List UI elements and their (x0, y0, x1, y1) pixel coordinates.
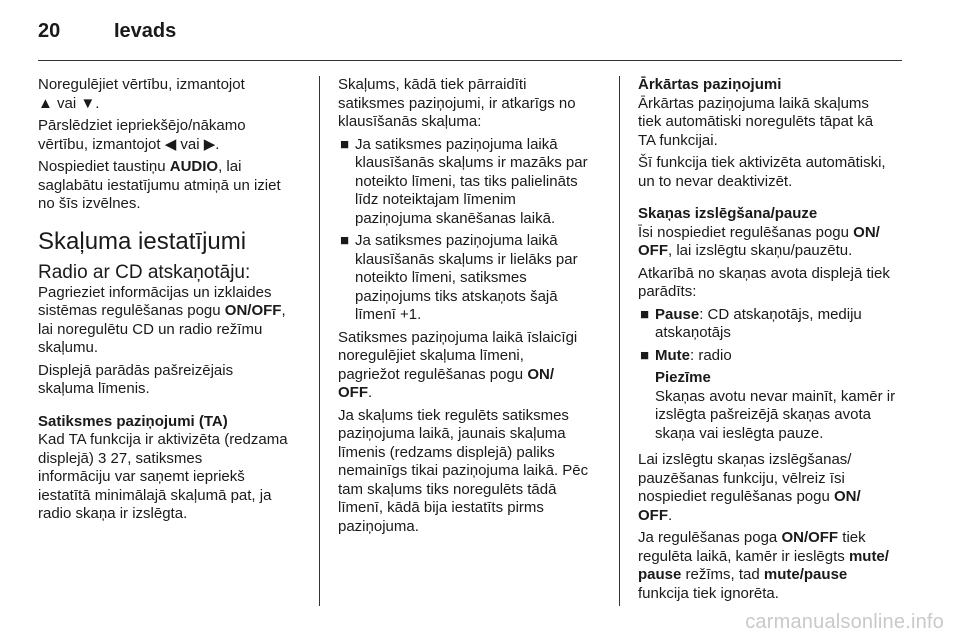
paragraph: Ja skaļums tiek regulēts satiksmes paziņojuma laikā, jaunais skaļuma līmenis (redzams displejā) paliks nemainīgs tikai paziņojuma laikā. Pēc tam skaļums tiks noregulēts tādā līmenī, kādā bija iestatīts pirms paziņojuma. (338, 406, 589, 535)
paragraph: Īsi nospiediet regulēšanas pogu ON/ OFF, lai izslēgtu skaņu/pauzētu. (638, 223, 880, 259)
list-item: ■ Pause: CD atskaņotājs, mediju atskaņotājs (640, 305, 862, 341)
paragraph: Ārkārtas paziņojuma laikā skaļums tiek automātiski noregulēts tāpat kā TA funkcijai. (638, 94, 874, 149)
paragraph: Šī funkcija tiek aktivizēta automātiski, un to nevar deaktivizēt. (638, 154, 886, 190)
page-number: 20 (38, 20, 61, 42)
note-title: Piezīme (655, 369, 711, 386)
column-divider-2 (619, 76, 620, 606)
paragraph: Ja regulēšanas poga ON/OFF tiek regulēta laikā, kamēr ir ieslēgts mute/ pause režīms, tad mute/pause funkcija tiek ignorēta. (638, 529, 889, 602)
paragraph: Skaļums, kādā tiek pārraidīti satiksmes paziņojumi, ir atkarīgs no klausīšanās skaļuma: (338, 76, 576, 130)
bullet-icon: ■ (640, 305, 650, 323)
list-item: ■ Ja satiksmes paziņojuma laikā klausīšanās skaļums ir lielāks par noteikto līmeni, satiksmes paziņojums tiks atskaņots šajā līmenī +1. (340, 232, 578, 323)
column-1 (38, 76, 310, 528)
bullet-icon: ■ (340, 135, 350, 153)
topic-heading: Ārkārtas paziņojumi (638, 76, 782, 93)
column-divider-1 (319, 76, 320, 606)
section-heading: Skaļuma iestatījumi (38, 227, 247, 255)
column-2 (338, 76, 610, 540)
paragraph: Pārslēdziet iepriekšējo/nākamo vērtību, izmantojot ◀ vai ▶. (38, 117, 246, 153)
note-box: Piezīme Skaņas avotu nevar mainīt, kamēr ir izslēgta pašreizējā skaņas avota skaņa vai ieslēgta pauze. (638, 369, 906, 443)
paragraph: Lai izslēgtu skaņas izslēgšanas/ pauzēšanas funkciju, vēlreiz īsi nospiediet regulēšanas pogu ON/ OFF. (638, 451, 861, 524)
paragraph: Atkarībā no skaņas avota displejā tiek parādīts: (638, 264, 890, 300)
list-item: ■ Mute: radio (640, 346, 732, 364)
paragraph: Satiksmes paziņojuma laikā īslaicīgi noregulējiet skaļuma līmeni, pagriežot regulēšanas pogu ON/ OFF. (338, 328, 578, 401)
header-rule (38, 60, 902, 61)
page-reference-icon[interactable]: 3 (98, 449, 107, 467)
topic-heading: Satiksmes paziņojumi (TA) (38, 412, 228, 430)
column-3 (638, 76, 906, 607)
list-item: ■ Ja satiksmes paziņojuma laikā klausīšanās skaļums ir mazāks par noteikto līmeni, tas tiks palielināts līdz noteiktajam līmenim paziņojuma skanēšanas laikā. (340, 135, 588, 227)
paragraph: Nospiediet taustiņu AUDIO, lai saglabātu iestatījumu atmiņā un iziet no šīs izvēlnes. (38, 158, 281, 212)
paragraph: Pagrieziet informācijas un izklaides sistēmas regulēšanas pogu ON/OFF, lai noregulētu CD un radio režīmu skaļumu. (38, 283, 286, 356)
paragraph: Displejā parādās pašreizējais skaļuma līmenis. (38, 361, 234, 397)
topic-heading: Skaņas izslēgšana/pauze (638, 205, 818, 222)
watermark: carmanualsonline.info (745, 611, 944, 633)
subsection-heading: Radio ar CD atskaņotāju: (38, 261, 251, 283)
paragraph: Kad TA funkcija ir aktivizēta (redzama displejā) 3 27, satiksmes informāciju var saņemt iepriekš iestatītā minimālajā skaļumā pat, ja radio skaņa ir izslēgta. (38, 431, 288, 522)
bullet-icon: ■ (340, 232, 350, 249)
page-title: Ievads (114, 20, 177, 42)
paragraph: Noregulējiet vērtību, izmantojot ▲ vai ▼. (38, 76, 245, 112)
bullet-icon: ■ (640, 346, 650, 364)
